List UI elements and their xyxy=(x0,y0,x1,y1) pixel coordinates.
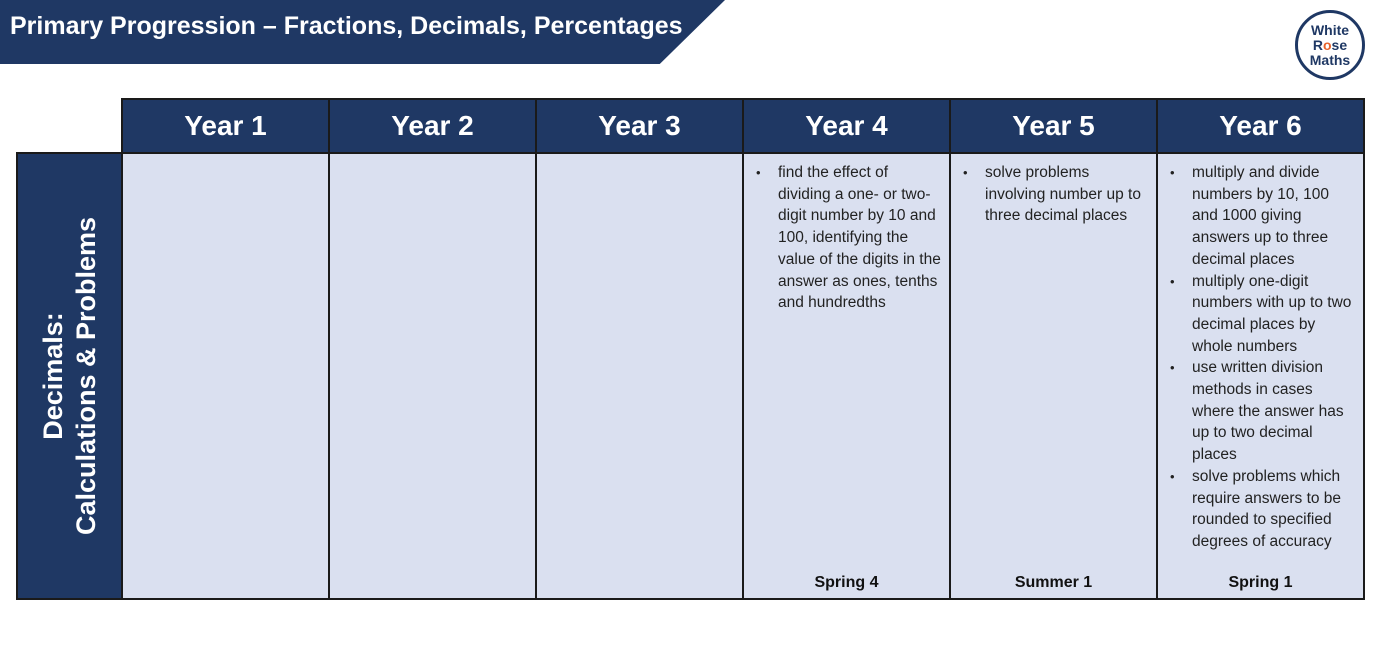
objective-item: • find the effect of dividing a one- or two-digit number by 10 and 100, identifying the value of the digits in the answer as ones, tenths and hundredths xyxy=(778,162,941,314)
year-4-header: Year 4 xyxy=(743,99,950,153)
logo-line-3: Maths xyxy=(1309,51,1351,68)
year-3-cell xyxy=(536,153,743,599)
objective-item: • multiply one-digit numbers with up to two decimal places by whole numbers xyxy=(1192,271,1355,358)
year-5-cell xyxy=(950,153,1157,599)
year-5-objectives xyxy=(951,154,1156,227)
year-6-term: Spring 1 xyxy=(1228,574,1293,591)
logo-line-2: Rose xyxy=(1312,36,1348,53)
year-2-header: Year 2 xyxy=(329,99,536,153)
year-6-cell xyxy=(1157,153,1364,599)
white-rose-maths-logo xyxy=(1295,10,1365,80)
year-1-cell xyxy=(122,153,329,599)
objective-item: • use written division methods in cases where the answer has up to two decimal places xyxy=(1192,357,1355,466)
year-4-cell xyxy=(743,153,950,599)
row-heading-text xyxy=(37,217,103,535)
decimals-row xyxy=(17,153,1364,599)
year-header-row xyxy=(17,99,1364,153)
progression-table xyxy=(16,98,1365,600)
year-6-objectives xyxy=(1158,154,1363,553)
row-heading xyxy=(17,153,122,599)
logo-line-1: White xyxy=(1310,21,1350,38)
row-heading-line-2: Calculations & Problems xyxy=(70,216,101,536)
page-title: Primary Progression – Fractions, Decimals, Percentages xyxy=(10,12,683,40)
year-1-header: Year 1 xyxy=(122,99,329,153)
year-6-header: Year 6 xyxy=(1157,99,1364,153)
year-5-header: Year 5 xyxy=(950,99,1157,153)
objective-item: • multiply and divide numbers by 10, 100 and 1000 giving answers up to three decimal places xyxy=(1192,162,1355,271)
year-5-term: Summer 1 xyxy=(1014,574,1093,591)
year-3-header: Year 3 xyxy=(536,99,743,153)
objective-item: • solve problems which require answers to be rounded to specified degrees of accuracy xyxy=(1192,466,1355,553)
year-4-term: Spring 4 xyxy=(814,574,879,591)
year-4-objectives xyxy=(744,154,949,314)
row-heading-line-1: Decimals: xyxy=(37,312,68,440)
year-2-cell xyxy=(329,153,536,599)
corner-cell xyxy=(17,99,122,153)
objective-item: • solve problems involving number up to three decimal places xyxy=(985,162,1148,227)
